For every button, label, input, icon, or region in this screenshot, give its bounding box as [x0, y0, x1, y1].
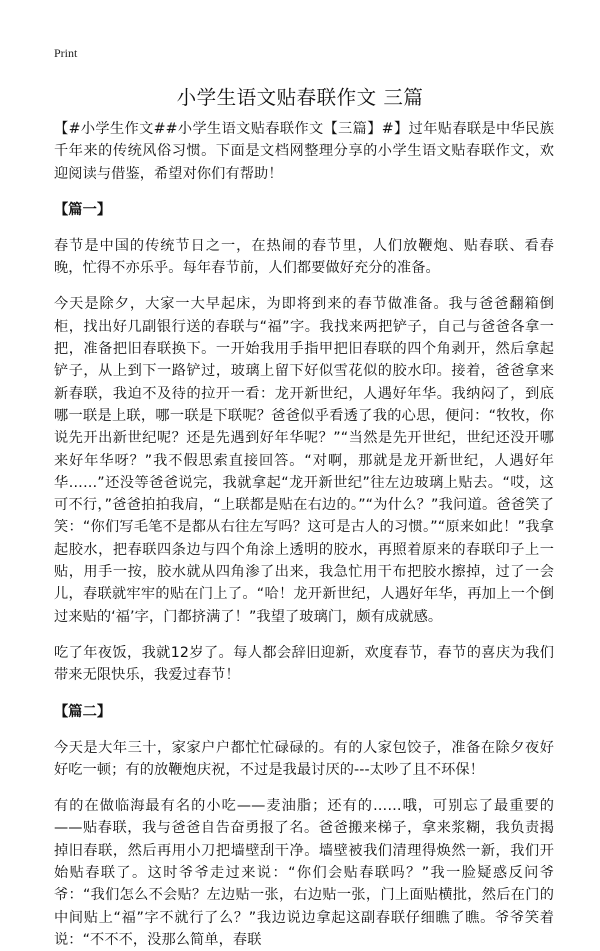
paragraph: 春节是中国的传统节日之一，在热闹的春节里，人们放鞭炮、贴春联、看春晚，忙得不亦乐乎。每年春节前，人们都要做好充分的准备。	[54, 237, 554, 277]
paragraph: 有的在做临海最有名的小吃——麦油脂；还有的……哦，可别忘了最重要的——贴春联，我与爸爸自告奋勇报了名。爸爸搬来梯子，拿来浆糊，我负责揭掉旧春联，然后再用小刀把墙壁刮干净。墙壁被我们清理得焕然一新，我们开始贴春联了。这时爷爷走过来说：“你们会贴春联吗？”我一脸疑惑反问爷爷：“我们怎么不会贴？左边贴一张，右边贴一张，门上面贴横批，然后在门的中间贴上“福”字不就行了么？”我边说边拿起这副春联仔细瞧了瞧。爷爷笑着说：“不不不，没那么简单，春联	[54, 798, 554, 948]
paragraph: 今天是除夕，大家一大早起床，为即将到来的春节做准备。我与爸爸翻箱倒柜，找出好几副银行送的春联与“福”字。我找来两把铲子，自己与爸爸各拿一把，准备把旧春联换下。一开始我用手指甲把旧春联的四个角剥开，然后拿起铲子，从上到下一路铲过，玻璃上留下好似雪花似的胶水印。接着，爸爸拿来新春联，我迫不及待的拉开一看：龙开新世纪，人遇好年华。我纳闷了，到底哪一联是上联，哪一联是下联呢？爸爸似乎看透了我的心思，便问：“牧牧，你说先开出新世纪呢？还是先遇到好年华呢？”“当然是先开世纪，世纪还没开哪来好年华呀？”我不假思索直接回答。“对啊，那就是龙开新世纪，人遇好年华……”还没等爸爸说完，我就拿起“龙开新世纪”往左边玻璃上贴去。“哎，这可不行，”爸爸拍拍我肩，“上联都是贴在右边的。”“为什么？”我问道。爸爸笑了笑：“你们写毛笔不是都从右往左写吗？这可是古人的习惯。”“原来如此！”我拿起胶水，把春联四条边与四个角涂上透明的胶水，再照着原来的春联印子上一贴，用手一按，胶水就从四角渗了出来，我急忙用干布把胶水擦掉，过了一会儿，春联就牢牢的贴在门上了。“哈！龙开新世纪，人遇好年华，再加上一个倒过来贴的‘福’字，门都挤满了！”我望了玻璃门，颇有成就感。	[54, 296, 554, 625]
print-label: Print	[54, 46, 78, 60]
section-heading-1: 【篇一】	[54, 201, 112, 218]
page-title: 小学生语文贴春联作文 三篇	[176, 86, 424, 109]
paragraph: 今天是大年三十，家家户户都忙忙碌碌的。有的人家包饺子，准备在除夕夜好好吃一顿；有的放鞭炮庆祝，不过是我最讨厌的---太吵了且不环保！	[54, 739, 554, 778]
section-heading-2: 【篇二】	[54, 703, 112, 720]
document-body	[54, 118, 554, 951]
paragraph: 吃了年夜饭，我就12岁了。每人都会辞旧迎新，欢度春节，春节的喜庆为我们带来无限快乐，我爱过春节！	[54, 644, 554, 684]
intro-paragraph: 【#小学生作文##小学生语文贴春联作文【三篇】#】过年贴春联是中华民族千年来的传统风俗习惯。下面是文档网整理分享的小学生语文贴春联作文，欢迎阅读与借鉴，希望对你们有帮助！	[54, 121, 554, 182]
